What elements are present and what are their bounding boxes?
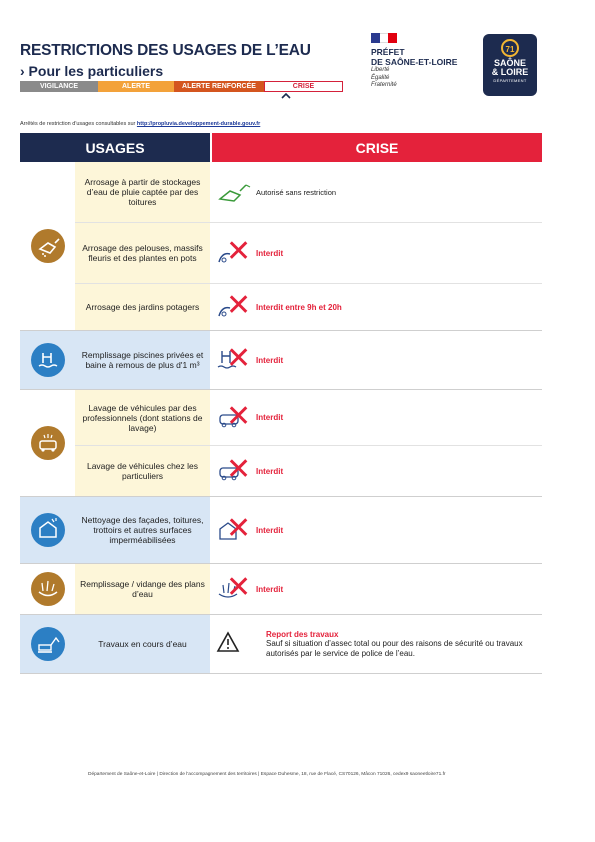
usage-label: Lavage de véhicules par des professionnels (dont stations de lavage) bbox=[75, 390, 210, 445]
usage-label: Nettoyage des façades, toitures, trottoirs et autres surfaces imperméabilisées bbox=[75, 497, 210, 563]
usage-label: Arrosage à partir de stockages d’eau de pluie captée par des toitures bbox=[75, 162, 210, 222]
crise-cell bbox=[210, 511, 542, 546]
forbidden-cross-icon: ✕ bbox=[226, 234, 252, 269]
car-wash-icon bbox=[31, 426, 65, 460]
status-text: Report des travaux bbox=[266, 629, 339, 639]
status-text: Interdit bbox=[256, 413, 284, 422]
facade-cleaning-icon bbox=[31, 513, 65, 547]
warning-icon bbox=[216, 631, 252, 657]
departement-name2: & LOIRE bbox=[491, 67, 529, 77]
level-crise: CRISE bbox=[264, 81, 343, 92]
group-icon-cell bbox=[20, 564, 75, 614]
forbidden-cross-icon: ✕ bbox=[226, 341, 252, 376]
status-text: Interdit bbox=[256, 248, 284, 258]
group-rows bbox=[75, 390, 542, 496]
table-row bbox=[75, 284, 542, 330]
forbidden-cross-icon: ✕ bbox=[226, 511, 252, 546]
status-text: Interdit bbox=[256, 355, 284, 365]
restrictions-table bbox=[20, 133, 542, 674]
alert-levels-bar bbox=[20, 81, 343, 92]
usage-label: Remplissage piscines privées et baine à remous de plus d'1 m³ bbox=[75, 331, 210, 389]
crise-cell bbox=[210, 570, 542, 605]
table-row bbox=[75, 497, 542, 563]
group-nettoyage bbox=[20, 497, 542, 564]
crise-cell bbox=[210, 398, 542, 434]
group-arrosage bbox=[20, 162, 542, 331]
table-row bbox=[75, 446, 542, 496]
prefet-motto1: Liberté bbox=[371, 67, 390, 73]
group-travaux bbox=[20, 615, 542, 674]
prefet-motto3: Fraternité bbox=[371, 82, 397, 88]
page-title: RESTRICTIONS DES USAGES DE L’EAU bbox=[20, 42, 311, 59]
group-plans-eau bbox=[20, 564, 542, 615]
group-icon-cell bbox=[20, 497, 75, 563]
car-wash-icon bbox=[216, 452, 252, 487]
group-rows bbox=[75, 497, 542, 563]
usage-label: Remplissage / vidange des plans d’eau bbox=[75, 564, 210, 614]
footer-text: Département de Saône-et-Loire | Direction de l'accompagnement des territoires | Espace Duhesme, 18, rue de Flacé, CS70126, Mâcon 71026, cedex9 saoneetloire71.fr bbox=[88, 772, 446, 777]
crise-cell bbox=[210, 288, 542, 323]
level-vigilance: VIGILANCE bbox=[20, 81, 98, 92]
table-row bbox=[75, 390, 542, 446]
chevron-up-icon bbox=[281, 93, 291, 99]
arrete-text: Arrêtés de restriction d'usages consultables sur bbox=[20, 121, 136, 127]
prefet-logo bbox=[371, 33, 481, 90]
crise-cell bbox=[210, 341, 542, 376]
status-text: Interdit bbox=[256, 584, 284, 594]
pool-icon bbox=[31, 343, 65, 377]
group-icon-cell bbox=[20, 162, 75, 330]
usage-label: Arrosage des pelouses, massifs fleuris et des plantes en pots bbox=[75, 223, 210, 283]
prefet-motto2: Égalité bbox=[371, 74, 390, 81]
arrete-note bbox=[20, 121, 260, 127]
group-piscines bbox=[20, 331, 542, 390]
group-rows bbox=[75, 615, 542, 673]
forbidden-cross-icon: ✕ bbox=[226, 452, 252, 487]
french-flag-icon bbox=[371, 33, 397, 43]
pool-icon bbox=[216, 341, 252, 376]
crise-cell bbox=[210, 179, 542, 205]
hose-icon bbox=[216, 234, 252, 269]
status-note: Sauf si situation d’assec total ou pour des raisons de sécurité ou travaux autorisés par le service de police de l’eau. bbox=[266, 638, 523, 658]
prefet-line1: PRÉFET bbox=[371, 47, 405, 57]
group-lavage-vehicules bbox=[20, 390, 542, 497]
column-usages: USAGES bbox=[20, 133, 210, 162]
group-rows bbox=[75, 564, 542, 614]
watering-can-icon bbox=[216, 179, 252, 205]
departement-name1: SAÔNE bbox=[493, 58, 526, 68]
prefet-line2: DE SAÔNE-ET-LOIRE bbox=[371, 57, 458, 67]
table-header bbox=[20, 133, 542, 162]
level-alerte: ALERTE bbox=[98, 81, 174, 92]
propluvia-link[interactable]: http://propluvia.developpement-durable.gouv.fr bbox=[136, 121, 261, 127]
table-row bbox=[75, 615, 542, 673]
group-icon-cell bbox=[20, 390, 75, 496]
crise-cell bbox=[210, 630, 542, 659]
car-wash-icon bbox=[216, 398, 252, 434]
facade-cleaning-icon bbox=[216, 511, 252, 546]
pond-icon bbox=[216, 570, 252, 605]
pond-icon bbox=[31, 572, 65, 606]
forbidden-cross-icon: ✕ bbox=[226, 570, 252, 605]
forbidden-cross-icon: ✕ bbox=[226, 288, 252, 323]
column-crise: CRISE bbox=[212, 133, 542, 162]
table-row bbox=[75, 564, 542, 614]
departement-logo bbox=[483, 34, 537, 96]
table-row bbox=[75, 223, 542, 284]
forbidden-cross-icon: ✕ bbox=[226, 398, 252, 434]
level-alerte-renforcee: ALERTE RENFORCÉE bbox=[174, 81, 264, 92]
group-rows bbox=[75, 162, 542, 330]
usage-label: Arrosage des jardins potagers bbox=[75, 284, 210, 330]
group-rows bbox=[75, 331, 542, 389]
crise-cell bbox=[210, 234, 542, 269]
status-text: Autorisé sans restriction bbox=[256, 187, 337, 197]
watering-can-icon bbox=[31, 229, 65, 263]
usage-label: Travaux en cours d’eau bbox=[75, 615, 210, 673]
group-icon-cell bbox=[20, 615, 75, 673]
hose-icon bbox=[216, 288, 252, 323]
excavator-icon bbox=[31, 627, 65, 661]
warning-message bbox=[266, 630, 542, 659]
departement-number: 71 bbox=[501, 39, 519, 57]
group-icon-cell bbox=[20, 331, 75, 389]
status-text: Interdit bbox=[256, 466, 284, 476]
crise-cell bbox=[210, 452, 542, 487]
table-row bbox=[75, 162, 542, 223]
table-row bbox=[75, 331, 542, 389]
departement-label: DÉPARTEMENT bbox=[493, 78, 527, 83]
status-text: Interdit bbox=[256, 525, 284, 535]
page-subtitle: › Pour les particuliers bbox=[20, 63, 164, 79]
usage-label: Lavage de véhicules chez les particuliers bbox=[75, 446, 210, 496]
status-text: Interdit entre 9h et 20h bbox=[256, 302, 342, 312]
